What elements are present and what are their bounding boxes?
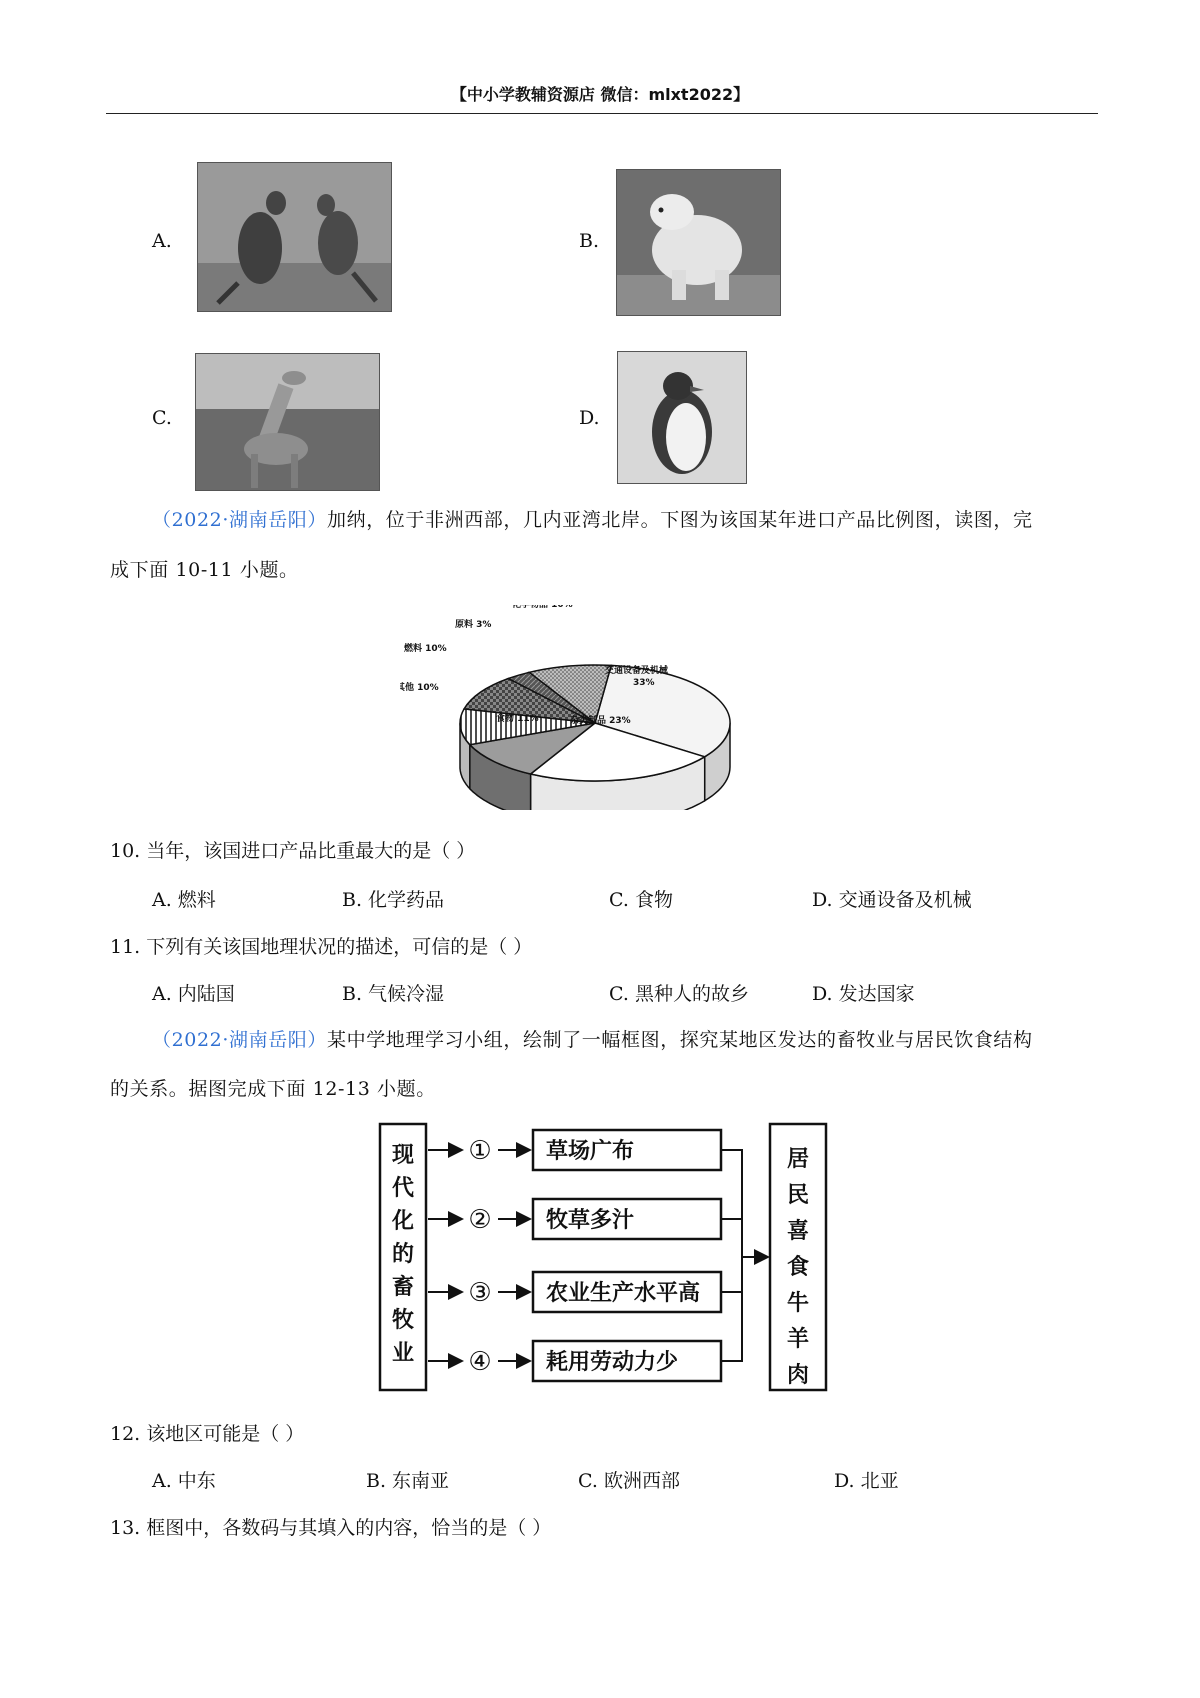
q11-option-a[interactable]: A. 内陆国	[152, 983, 235, 1005]
option-c-label: C.	[152, 407, 172, 429]
polar-bear-photo	[616, 169, 781, 316]
q11-stem: 11. 下列有关该国地理状况的描述，可信的是（ ）	[110, 936, 533, 958]
right-box-char: 肉	[786, 1363, 810, 1388]
right-box-char: 牛	[786, 1291, 810, 1316]
option-d-label: D.	[579, 407, 600, 429]
pie-label-6: 化学物品 10%	[512, 605, 573, 610]
right-box-char: 喜	[786, 1219, 810, 1244]
group2-intro-line1	[152, 1025, 1092, 1055]
giraffe-photo	[195, 353, 380, 491]
header-divider	[106, 113, 1098, 114]
right-box-char: 民	[786, 1183, 810, 1208]
pie-label-2: 食物 11%	[496, 714, 539, 724]
left-box-char: 畜	[391, 1275, 415, 1300]
row-box-text: 耗用劳动力少	[546, 1350, 679, 1375]
left-box-char: 牧	[391, 1308, 415, 1333]
diagram-row-3	[428, 1272, 743, 1312]
right-box-char: 居	[786, 1147, 810, 1172]
q10-stem: 10. 当年，该国进口产品比重最大的是（ ）	[110, 840, 476, 862]
q10-option-d[interactable]: D. 交通设备及机械	[812, 889, 972, 911]
livestock-flow-diagram	[378, 1122, 830, 1394]
pie-label-5: 原料 3%	[455, 620, 492, 630]
group2-text-line1: 某中学地理学习小组，绘制了一幅框图，探究某地区发达的畜牧业与居民饮食结构	[327, 1029, 1033, 1051]
left-box-char: 代	[391, 1176, 415, 1201]
diagram-row-1	[428, 1130, 743, 1170]
group2-source: （2022·湖南岳阳）	[152, 1029, 327, 1051]
kangaroo-photo	[197, 162, 392, 312]
q11-option-c[interactable]: C. 黑种人的故乡	[609, 983, 749, 1005]
q13-stem: 13. 框图中，各数码与其填入的内容，恰当的是（ ）	[110, 1517, 552, 1539]
q10-option-b[interactable]: B. 化学药品	[342, 889, 445, 911]
left-box-char: 化	[391, 1209, 415, 1234]
q12-stem: 12. 该地区可能是（ ）	[110, 1423, 305, 1445]
q12-option-d[interactable]: D. 北亚	[834, 1470, 899, 1492]
pie-label-0: 交通设备及机械 33%	[605, 666, 669, 688]
q12-option-c[interactable]: C. 欧洲西部	[578, 1470, 680, 1492]
row-number: ①	[468, 1136, 492, 1166]
pie-label-4: 燃料 10%	[404, 644, 447, 654]
group1-source: （2022·湖南岳阳）	[152, 509, 327, 531]
row-box-text: 农业生产水平高	[546, 1281, 701, 1306]
right-box-char: 食	[786, 1255, 810, 1280]
right-box-char: 羊	[786, 1327, 810, 1352]
q12-option-b[interactable]: B. 东南亚	[366, 1470, 450, 1492]
group1-intro-line1	[152, 505, 1092, 535]
import-pie-chart	[400, 605, 790, 810]
diagram-row-4	[428, 1341, 743, 1381]
group2-text-line2: 的关系。据图完成下面 12-13 小题。	[110, 1078, 436, 1100]
penguin-photo	[617, 351, 747, 484]
row-number: ③	[468, 1278, 492, 1308]
row-number: ②	[468, 1205, 492, 1235]
left-box-char: 现	[391, 1143, 415, 1168]
page-header: 【中小学教辅资源店 微信：mlxt2022】	[450, 85, 750, 104]
row-box-text: 草场广布	[546, 1139, 635, 1164]
q11-option-d[interactable]: D. 发达国家	[812, 983, 915, 1005]
left-box-char: 的	[391, 1242, 415, 1267]
diagram-row-2	[428, 1199, 743, 1239]
option-a-label: A.	[152, 230, 172, 252]
row-number: ④	[468, 1347, 492, 1377]
option-b-label: B.	[579, 230, 600, 252]
row-box-text: 牧草多汁	[546, 1208, 635, 1233]
q12-option-a[interactable]: A. 中东	[152, 1470, 216, 1492]
pie-label-3: 其他 10%	[400, 683, 439, 693]
pie-label-1: 杂类制品 23%	[570, 716, 631, 726]
group1-text-line2: 成下面 10-11 小题。	[110, 559, 299, 581]
left-box-char: 业	[391, 1341, 415, 1366]
q11-option-b[interactable]: B. 气候冷湿	[342, 983, 445, 1005]
group1-text-line1: 加纳，位于非洲西部，几内亚湾北岸。下图为该国某年进口产品比例图，读图，完	[327, 509, 1033, 531]
q10-option-a[interactable]: A. 燃料	[152, 889, 216, 911]
q10-option-c[interactable]: C. 食物	[609, 889, 673, 911]
